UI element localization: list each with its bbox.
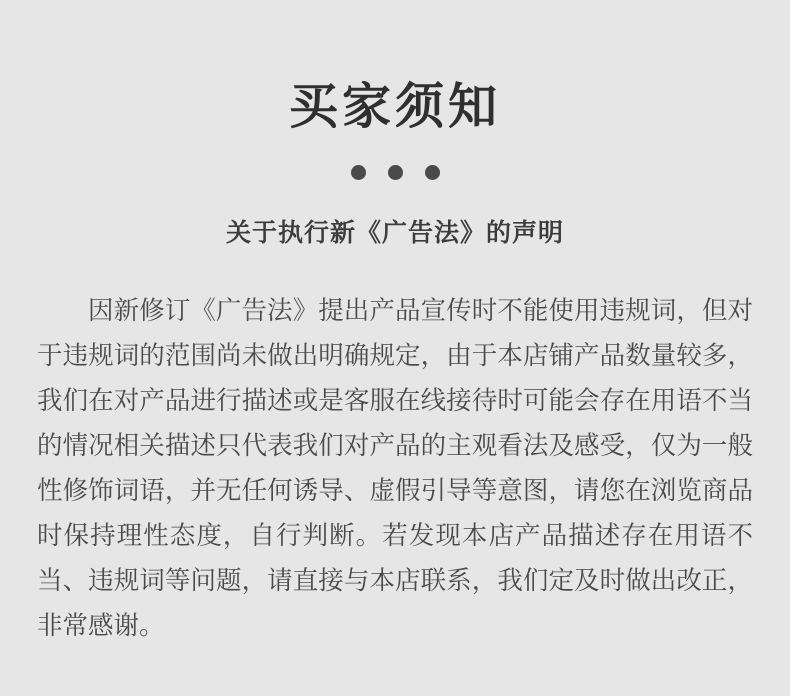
divider-dot-2 — [388, 165, 403, 180]
dot-divider — [351, 165, 440, 181]
page-subtitle: 关于执行新《广告法》的声明 — [225, 218, 564, 247]
divider-dot-3 — [425, 165, 440, 180]
divider-dot-1 — [351, 165, 366, 180]
page-title: 买家须知 — [288, 80, 501, 134]
notice-body-text: 因新修订《广告法》提出产品宣传时不能使用违规词，但对于违规词的范围尚未做出明确规定，由于本店铺产品数量较多，我们在对产品进行描述或是客服在线接待时可能会存在用语不当的情况相关描述只代表我们对产品的主观看法及感受，仅为一般性修饰词语，并无任何诱导、虚假引导等意图，请您在浏览商品时保持理性态度，自行判断。若发现本店产品描述存在用语不当、违规词等问题，请直接与本店联系，我们定及时做出改正，非常感谢。 — [37, 296, 753, 640]
